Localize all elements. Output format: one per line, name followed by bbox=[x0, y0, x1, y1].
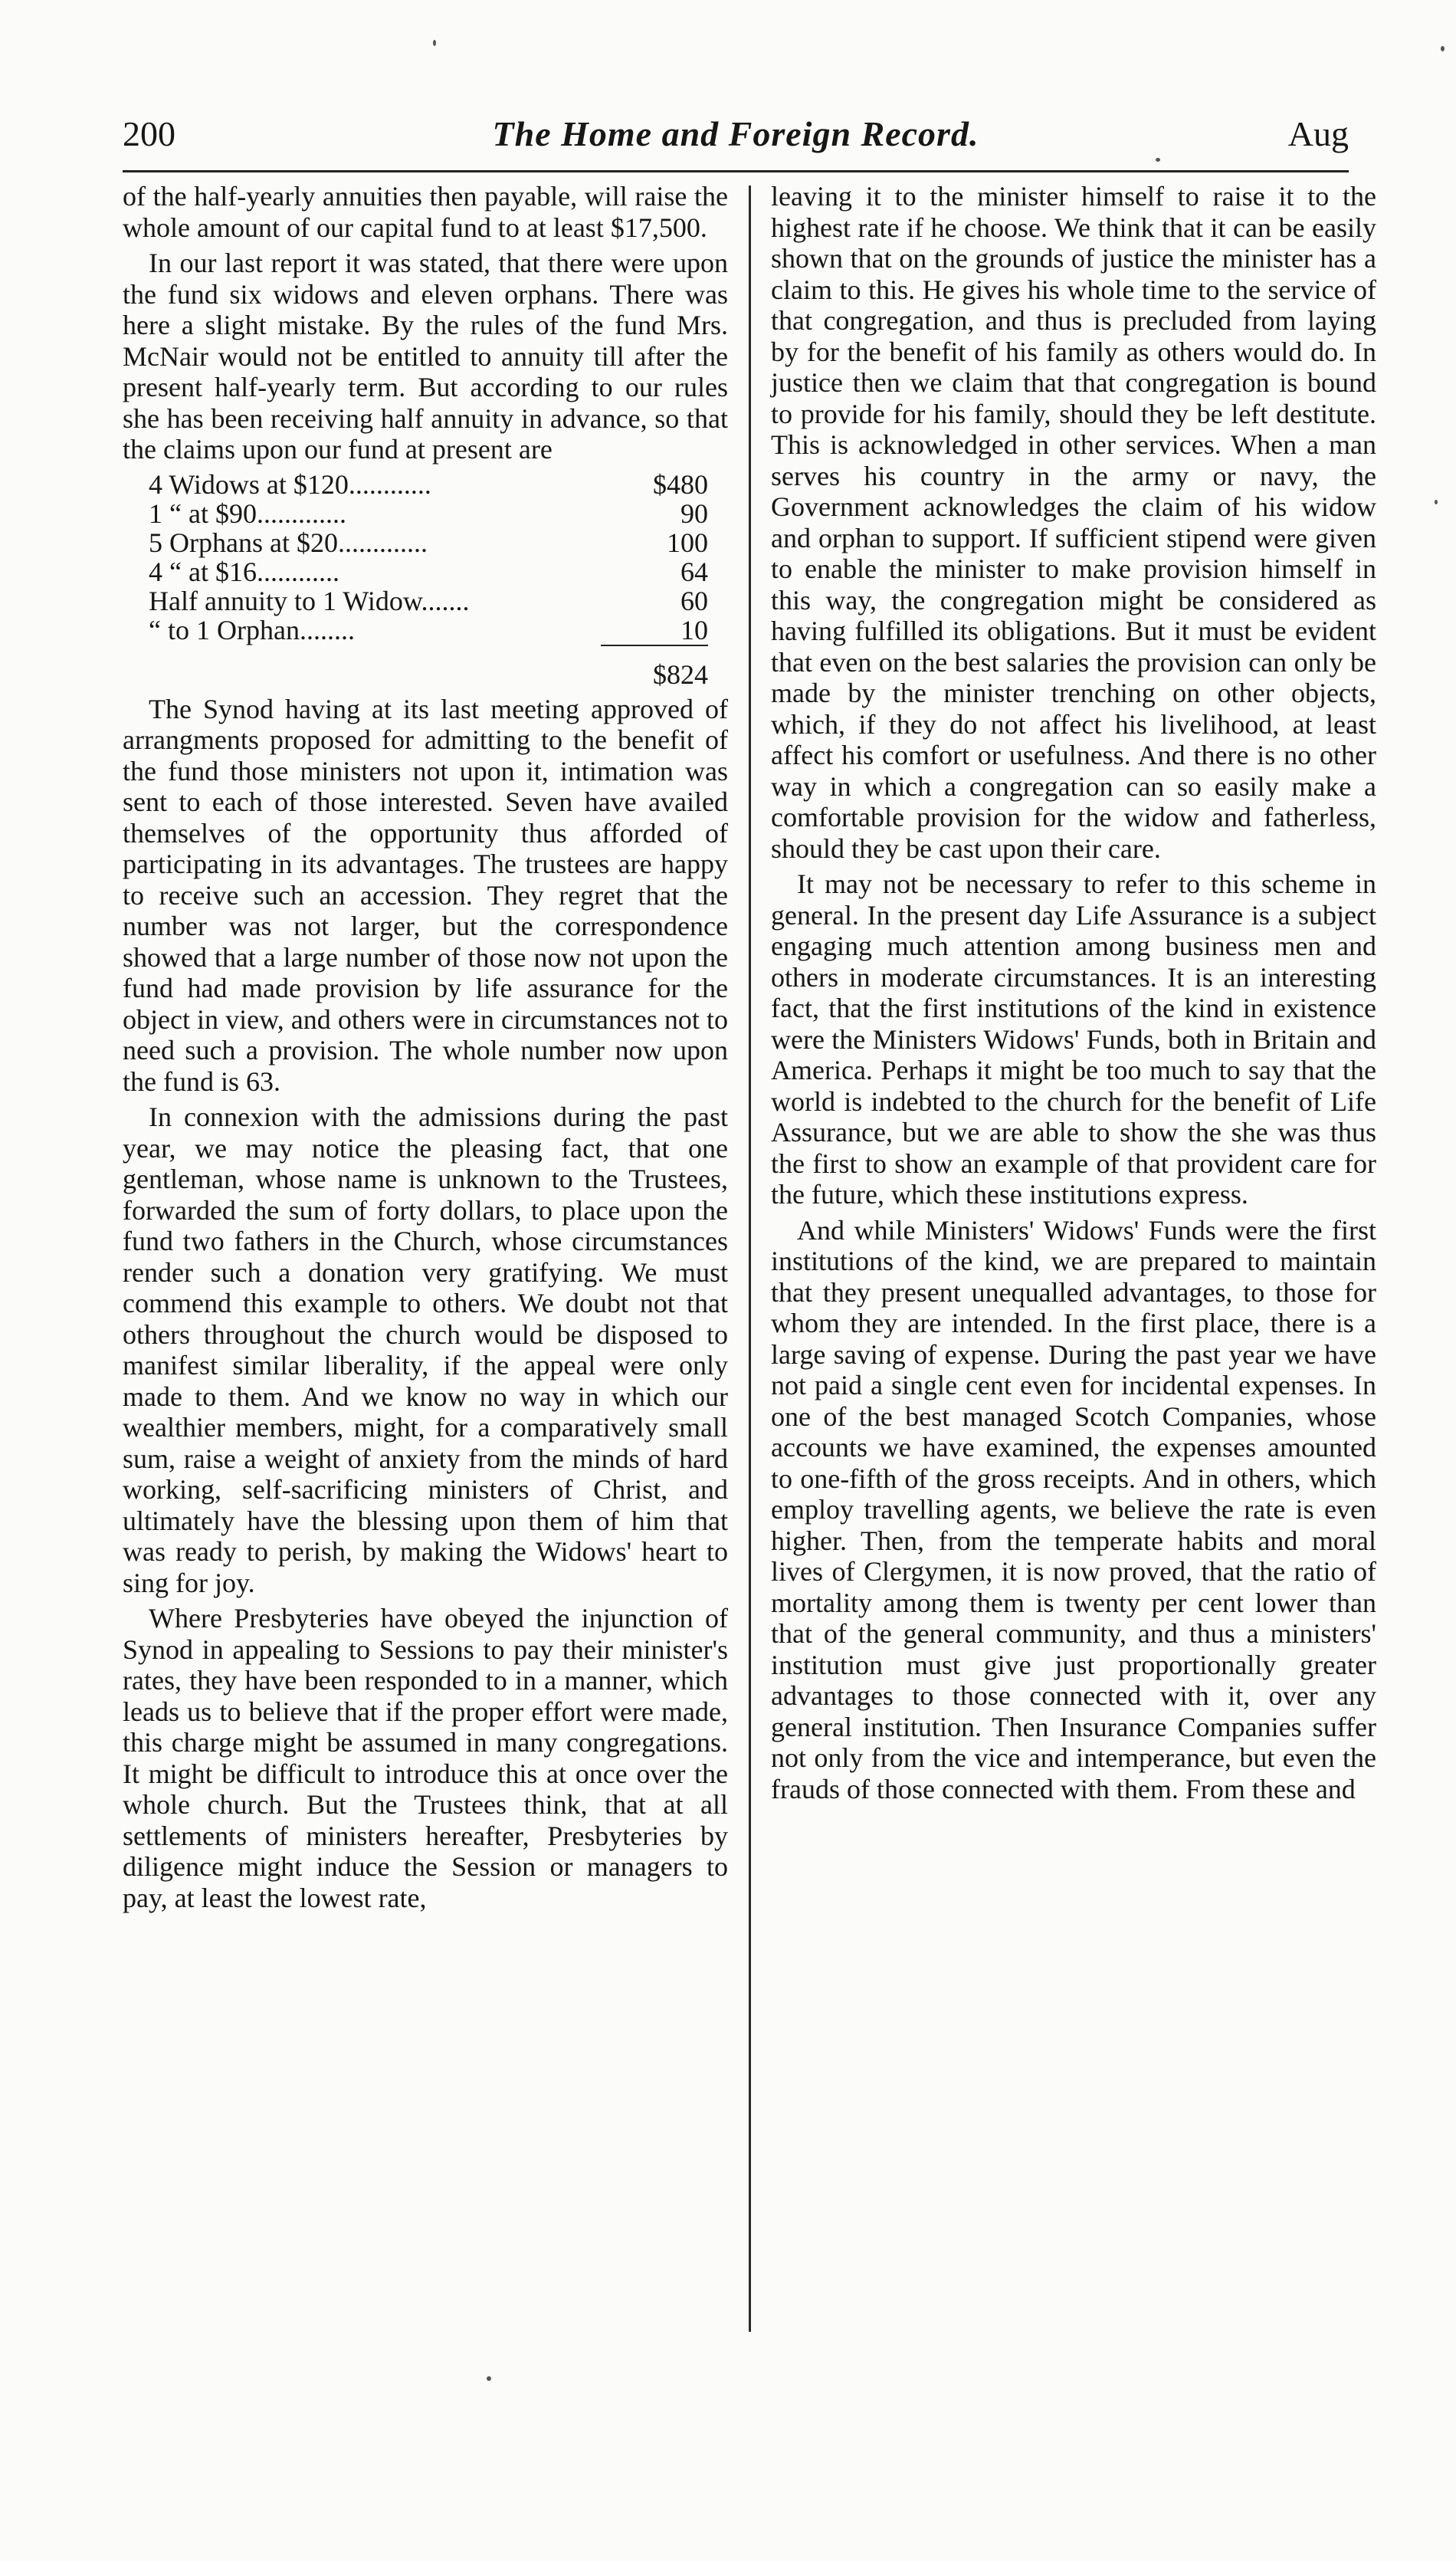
paragraph: And while Ministers' Widows' Funds were the first institutions of the kind, we are prepared to maintain that they present unequalled advantages, to those for whom they are intended. In the first place, there is a large saving of expense. During the past year we have not paid a single cent even for incidental expenses. In one of the best managed Scotch Companies, whose accounts we have examined, the expenses amounted to one-fifth of the gross receipts. And in others, which employ travelling agents, we believe the rate is even higher. Then, from the temperate habits and moral lives of Clergymen, it is now proved, that the ratio of mortality among them is twenty per cent lower than that of the general community, and thus a ministers' institution must give just proportionally greater advantages to those connected with it, over any general institution. Then Insurance Companies suffer not only from the vice and intemperance, but even the frauds of those connected with them. From these and bbox=[771, 1214, 1376, 1804]
claims-table bbox=[149, 470, 708, 689]
table-row bbox=[149, 528, 708, 557]
claim-amount: $480 bbox=[653, 468, 708, 500]
scan-speck bbox=[487, 2376, 491, 2381]
claim-item: “ to 1 Orphan........ bbox=[149, 614, 355, 645]
scan-speck bbox=[1156, 158, 1160, 162]
paragraph: In connexion with the admissions during the past year, we may notice the pleasing fact, that one gentleman, whose name is unknown to the Trustees, forwarded the sum of forty dollars, to place upon the fund two fathers in the Church, whose circumstances render such a donation very gratifying. We must commend this example to others. We doubt not that others throughout the church would be disposed to manifest similar liberality, if the appeal were only made to them. And we know no way in which our wealthier members, might, for a comparatively small sum, raise a weight of anxiety from the minds of hard working, self-sacrificing ministers of Christ, and ultimately have the blessing upon them of him that was ready to perish, by making the Widows' heart to sing for joy. bbox=[123, 1102, 728, 1598]
running-title: The Home and Foreign Record. bbox=[492, 114, 979, 153]
column-divider bbox=[749, 186, 751, 2332]
paragraph: It may not be necessary to refer to this scheme in general. In the present day Life Assurance is a subject engaging much attention among business men and others in moderate circumstances. It is an interesting fact, that the first institutions of the kind in existence were the Ministers Widows' Funds, both in Britain and America. Perhaps it might be too much to say that the world is indebted to the church for the benefit of Life Assurance, but we are able to show the she was thus the first to show an example of that provident care for the future, which these institutions express. bbox=[771, 868, 1376, 1210]
right-column bbox=[771, 181, 1376, 2327]
paragraph: The Synod having at its last meeting approved of arrangments proposed for admitting to the benefit of the fund those ministers not upon it, intimation was sent to each of those interested. Seven have availed themselves of the opportunity thus afforded of participating in its advantages. The trustees are happy to receive such an accession. They regret that the number was not larger, but the correspondence showed that a large number of those now not upon the fund had made provision by life assurance for the object in view, and others were in circumstances not to need such a provision. The whole number now upon the fund is 63. bbox=[123, 693, 728, 1097]
claim-item: 4 “ at $16............ bbox=[149, 556, 339, 587]
table-row bbox=[149, 499, 708, 528]
claim-item: Half annuity to 1 Widow....... bbox=[149, 585, 470, 616]
claim-item: 4 Widows at $120............ bbox=[149, 468, 431, 500]
left-column bbox=[123, 181, 728, 2327]
table-row bbox=[149, 470, 708, 499]
claim-item: 5 Orphans at $20............. bbox=[149, 527, 428, 558]
table-row bbox=[149, 616, 708, 645]
claim-amount: 10 bbox=[680, 614, 708, 645]
scan-speck bbox=[1435, 500, 1438, 504]
claim-amount: 64 bbox=[680, 556, 708, 587]
claim-amount: 100 bbox=[667, 527, 708, 558]
page-header bbox=[123, 113, 1349, 167]
paragraph: In our last report it was stated, that there were upon the fund six widows and eleven orphans. There was here a slight mistake. By the rules of the fund Mrs. McNair would not be entitled to annuity till after the present half-yearly term. But according to our rules she has been receiving half annuity in advance, so that the claims upon our fund at present are bbox=[123, 248, 728, 465]
page-number: 200 bbox=[123, 114, 175, 153]
claim-amount: 90 bbox=[680, 497, 708, 529]
paragraph: Where Presbyteries have obeyed the injunction of Synod in appealing to Sessions to pay their minister's rates, they have been responded to in a manner, which leads us to believe that if the proper effort were made, this charge might be assumed in many congregations. It might be difficult to introduce this at once over the whole church. But the Trustees think, that at all settlements of ministers hereafter, Presbyteries by diligence might induce the Session or managers to pay, at least the lowest rate, bbox=[123, 1603, 728, 1913]
claim-item: 1 “ at $90............. bbox=[149, 497, 346, 529]
table-row bbox=[149, 557, 708, 586]
table-total-row bbox=[149, 645, 708, 689]
scan-speck bbox=[433, 40, 436, 46]
claim-amount: 60 bbox=[680, 585, 708, 616]
paragraph: leaving it to the minister himself to raise it to the highest rate if he choose. We think that it can be easily shown that on the grounds of justice the minister has a claim to this. He gives his whole time to the service of that congregation, and thus is precluded from laying by for the benefit of his family as others would do. In justice then we claim that that congregation is bound to provide for his family, should they be left destitute. This is acknowledged in other services. When a man serves his country in the army or navy, the Government acknowledges the claim of his widow and orphan to support. If sufficient stipend were given to enable the minister to make provision himself in this way, the congregation might be considered as having fulfilled its obligations. But it must be evident that even on the best salaries the provision can only be made by the minister trenching on other objects, which, if they do not affect his livelihood, at least affect his comfort or usefulness. And there is no other way in which a congregation can so easily make a comfortable provision for the widow and fatherless, should they be cast upon their care. bbox=[771, 181, 1376, 864]
table-row bbox=[149, 586, 708, 616]
claims-total: $824 bbox=[601, 645, 708, 689]
month-label: Aug bbox=[1287, 114, 1349, 153]
scan-speck bbox=[1441, 46, 1445, 51]
header-rule bbox=[123, 170, 1349, 172]
paragraph: of the half-yearly annuities then payable, will raise the whole amount of our capital fund to at least $17,500. bbox=[123, 181, 728, 243]
